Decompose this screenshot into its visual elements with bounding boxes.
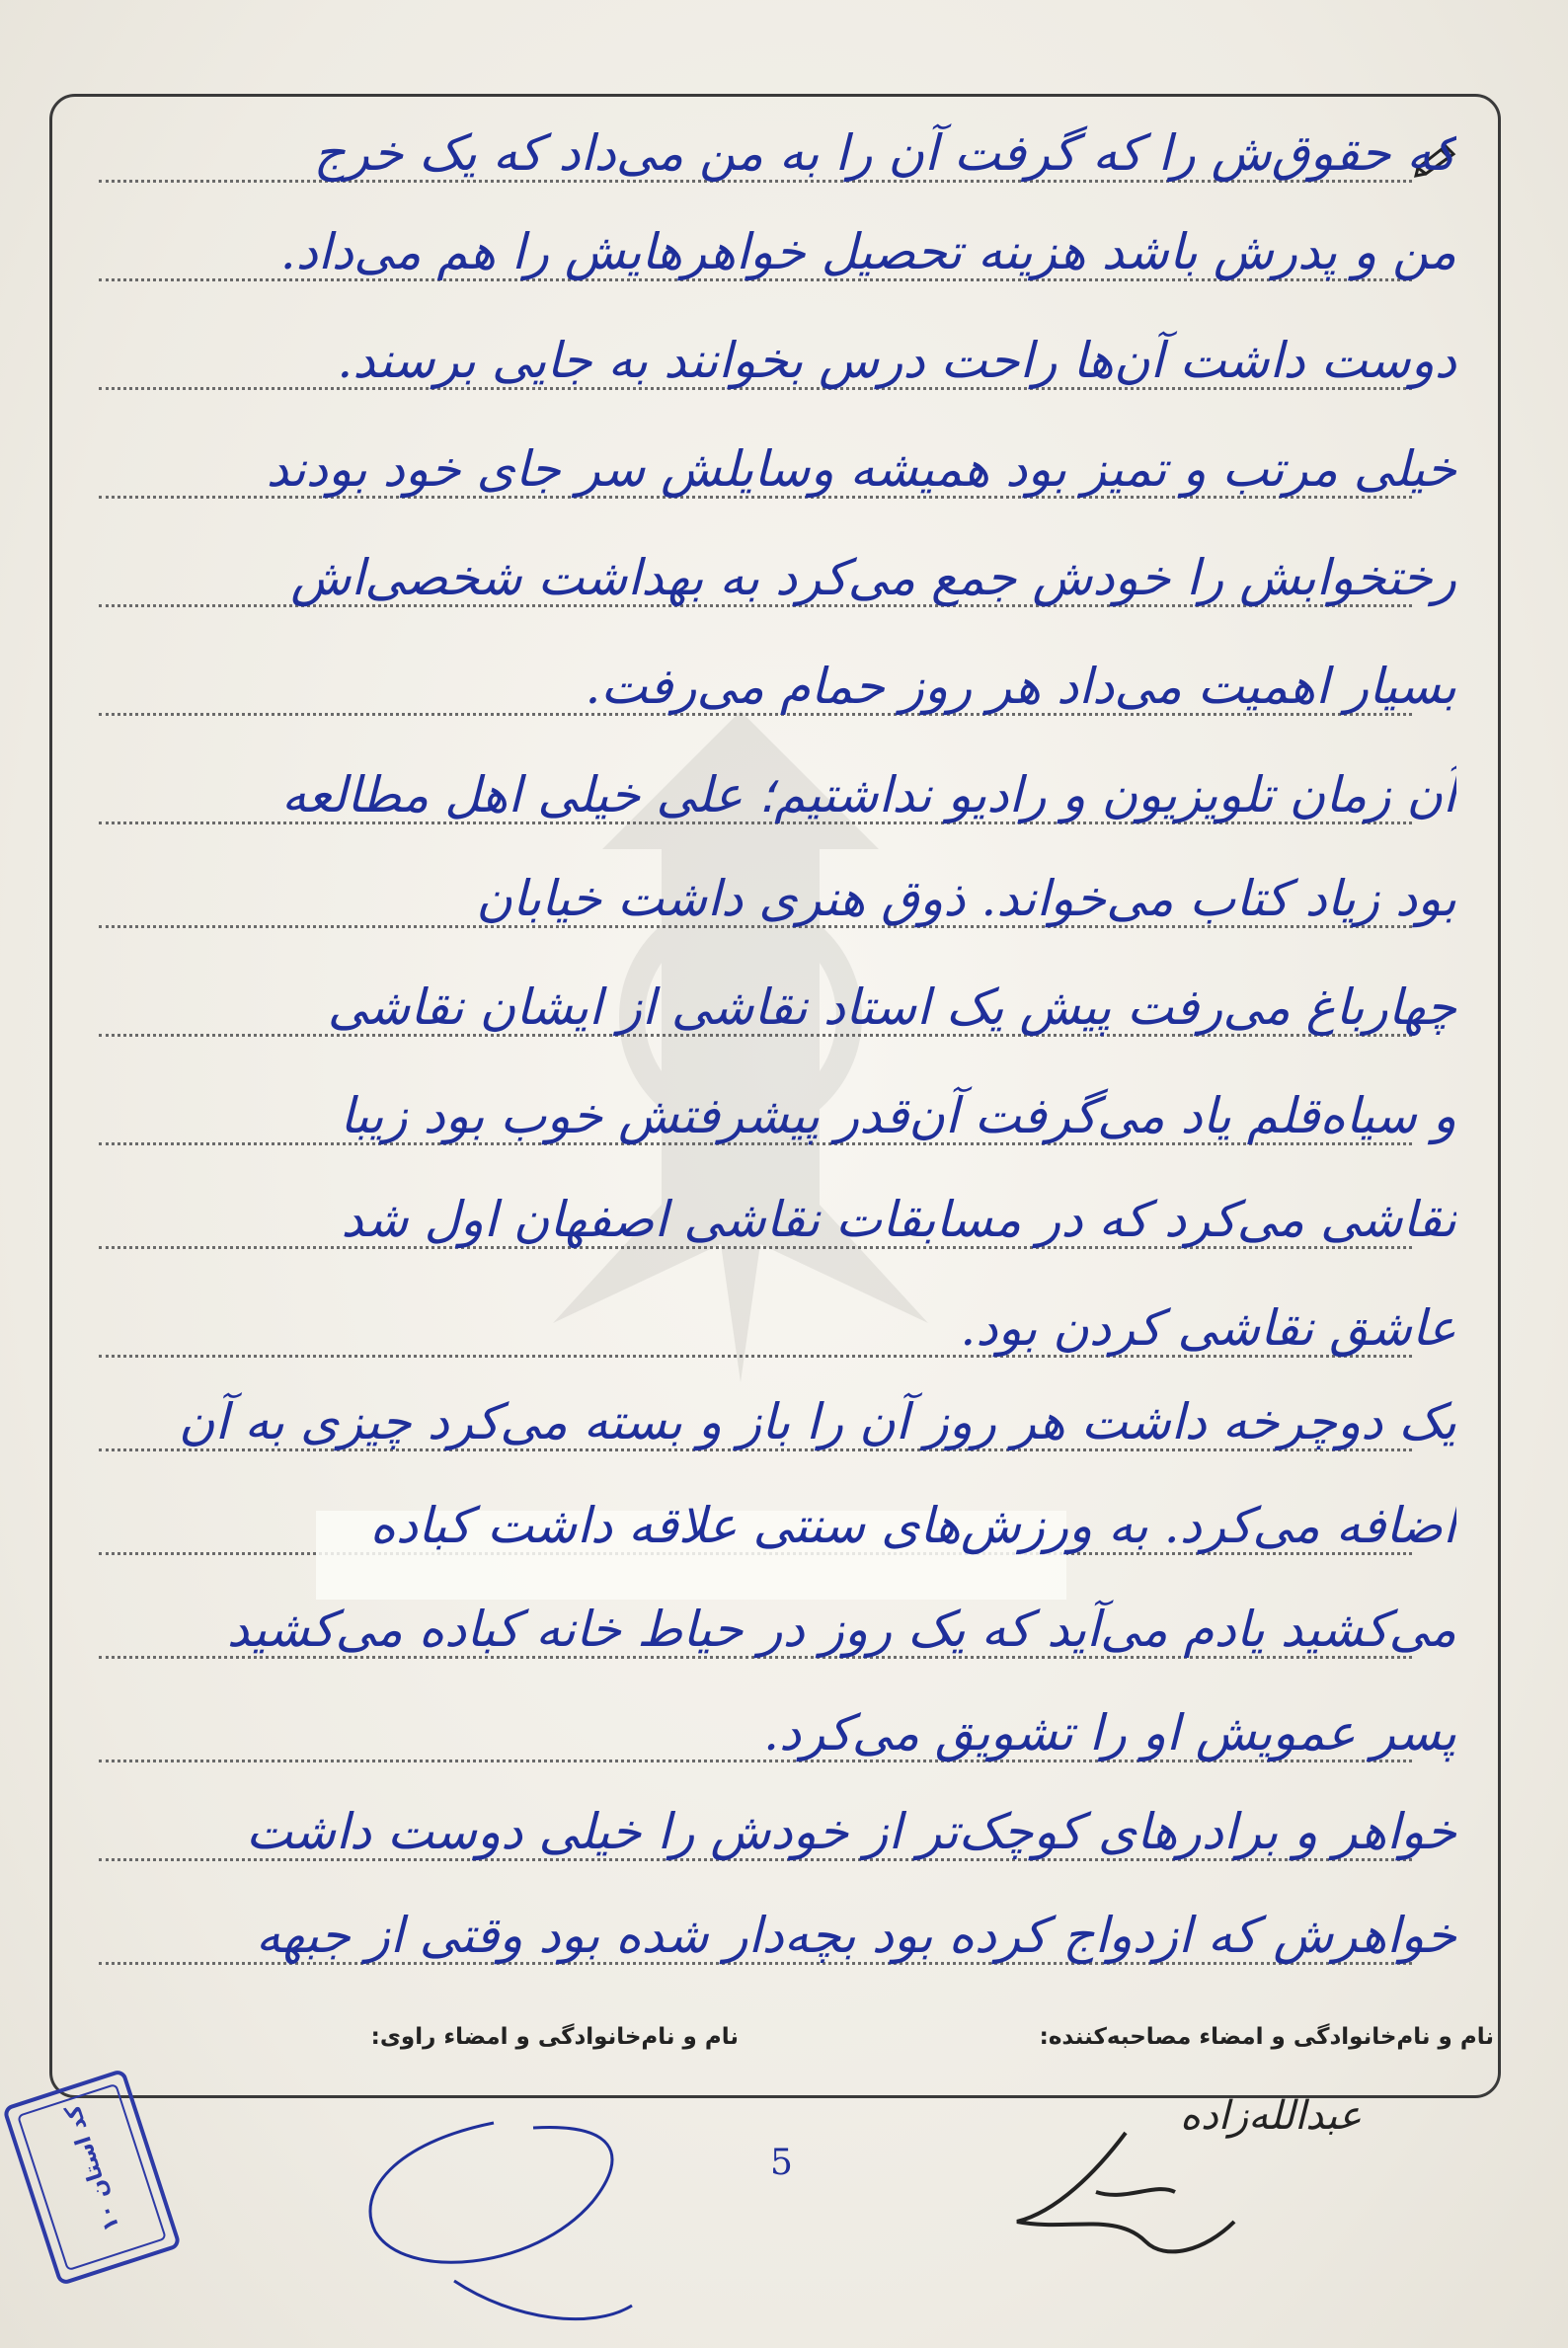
interviewer-signature-name: عبدالله‌زاده xyxy=(1180,2093,1363,2139)
interviewer-signature-label: نام و نام‌خانوادگی و امضاء مصاحبه‌کننده: xyxy=(1039,2024,1494,2050)
handwritten-line: خواهرش که ازدواج کرده بود بچه‌دار شده بود وقتی از جبهه xyxy=(256,1907,1456,1964)
narrator-signature xyxy=(336,2083,849,2340)
handwritten-line: رختخوابش را خودش جمع می‌کرد به بهداشت شخصی‌اش xyxy=(290,549,1456,606)
page-number: 5 xyxy=(770,2143,793,2183)
handwritten-line: اضافه می‌کرد. به ورزش‌های سنتی علاقه داشت کباده xyxy=(369,1497,1456,1554)
interviewer-signature xyxy=(978,2113,1274,2271)
handwritten-line: و سیاه‌قلم یاد می‌گرفت آن‌قدر پیشرفتش خوب بود زیبا xyxy=(340,1087,1456,1144)
stamp-text: کد استان ۱۰ xyxy=(60,2101,125,2234)
handwritten-line: خواهر و برادرهای کوچک‌تر از خودش را خیلی دوست داشت xyxy=(245,1803,1456,1860)
handwritten-line: آن زمان تلویزیون و رادیو نداشتیم؛ علی خیلی اهل مطالعه xyxy=(281,766,1456,823)
handwritten-line: یک دوچرخه داشت هر روز آن را باز و بسته می‌کرد چیزی به آن xyxy=(178,1393,1456,1450)
handwritten-line: می‌کشید یادم می‌آید که یک روز در حیاط خانه کباده می‌کشید xyxy=(226,1601,1456,1658)
handwritten-line: چهارباغ می‌رفت پیش یک استاد نقاشی از ایشان نقاشی xyxy=(327,978,1456,1036)
handwritten-line: بسیار اهمیت می‌داد هر روز حمام می‌رفت. xyxy=(585,658,1456,715)
handwritten-line: خیلی مرتب و تمیز بود همیشه وسایلش سر جای خود بودند xyxy=(266,440,1456,498)
handwritten-line: عاشق نقاشی کردن بود. xyxy=(960,1299,1456,1357)
handwritten-line: دوست داشت آن‌ها راحت درس بخوانند به جایی برسند. xyxy=(337,332,1456,389)
handwritten-line: بود زیاد کتاب می‌خواند. ذوق هنری داشت خیابان xyxy=(476,870,1456,927)
handwritten-line: که حقوق‌ش را که گرفت آن را به من می‌داد که یک خرج xyxy=(313,124,1456,182)
handwritten-line: نقاشی می‌کرد که در مسابقات نقاشی اصفهان اول شد xyxy=(341,1191,1456,1248)
handwritten-line: من و پدرش باشد هزینه تحصیل خواهرهایش را هم می‌داد. xyxy=(279,223,1456,280)
handwritten-line: پسر عمویش او را تشویق می‌کرد. xyxy=(763,1704,1456,1761)
narrator-signature-label: نام و نام‌خانوادگی و امضاء راوی: xyxy=(370,2024,739,2050)
